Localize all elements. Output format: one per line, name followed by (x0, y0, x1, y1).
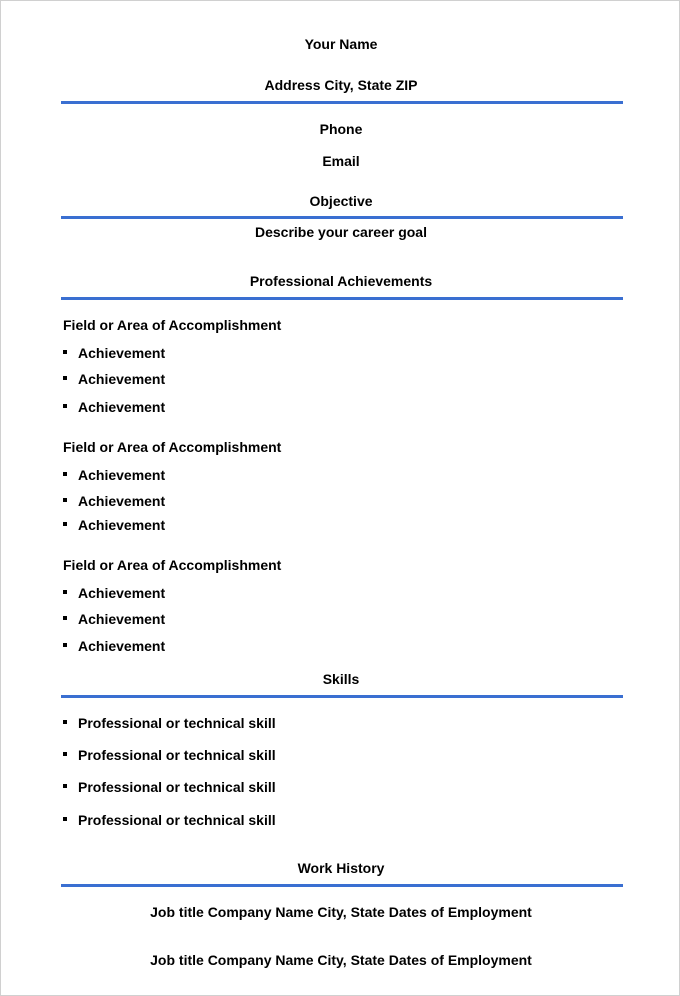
work-history-heading: Work History (297, 860, 385, 876)
objective-text: Describe your career goal (255, 224, 427, 240)
bullet-icon (63, 720, 67, 724)
bullet-icon (63, 752, 67, 756)
skill-text: Professional or technical skill (78, 812, 276, 828)
resume-phone: Phone (319, 121, 363, 137)
achievement-text: Achievement (78, 517, 166, 533)
list-item (63, 516, 165, 534)
achievement-text: Achievement (78, 345, 166, 361)
list-item (63, 811, 276, 829)
bullet-icon (63, 376, 67, 380)
bullet-icon (63, 350, 67, 354)
bullet-icon (63, 784, 67, 788)
section-divider (61, 297, 623, 300)
section-divider (61, 216, 623, 219)
bullet-icon (63, 616, 67, 620)
achievement-text: Achievement (78, 493, 166, 509)
bullet-icon (63, 522, 67, 526)
list-item (63, 584, 165, 602)
bullet-icon (63, 643, 67, 647)
resume-address: Address City, State ZIP (264, 77, 418, 93)
objective-heading: Objective (309, 193, 373, 209)
list-item (63, 637, 165, 655)
list-item (63, 746, 276, 764)
resume-name: Your Name (304, 36, 378, 52)
accomplishment-field: Field or Area of Accomplishment (63, 317, 282, 333)
section-divider (61, 884, 623, 887)
list-item (63, 778, 276, 796)
bullet-icon (63, 590, 67, 594)
work-history-entry: Job title Company Name City, State Dates of Employment (150, 952, 532, 968)
accomplishment-field: Field or Area of Accomplishment (63, 439, 282, 455)
accomplishment-field: Field or Area of Accomplishment (63, 557, 282, 573)
list-item (63, 398, 165, 416)
section-divider (61, 695, 623, 698)
bullet-icon (63, 472, 67, 476)
skill-text: Professional or technical skill (78, 715, 276, 731)
list-item (63, 492, 165, 510)
bullet-icon (63, 498, 67, 502)
list-item (63, 466, 165, 484)
achievement-text: Achievement (78, 611, 166, 627)
skill-text: Professional or technical skill (78, 779, 276, 795)
list-item (63, 610, 165, 628)
list-item (63, 714, 276, 732)
achievement-text: Achievement (78, 371, 166, 387)
achievement-text: Achievement (78, 585, 166, 601)
skill-text: Professional or technical skill (78, 747, 276, 763)
skills-heading: Skills (322, 671, 360, 687)
achievement-text: Achievement (78, 638, 166, 654)
bullet-icon (63, 817, 67, 821)
list-item (63, 370, 165, 388)
bullet-icon (63, 404, 67, 408)
resume-email: Email (322, 153, 360, 169)
achievement-text: Achievement (78, 399, 166, 415)
achievement-text: Achievement (78, 467, 166, 483)
list-item (63, 344, 165, 362)
achievements-heading: Professional Achievements (249, 273, 433, 289)
section-divider (61, 101, 623, 104)
work-history-entry: Job title Company Name City, State Dates of Employment (150, 904, 532, 920)
